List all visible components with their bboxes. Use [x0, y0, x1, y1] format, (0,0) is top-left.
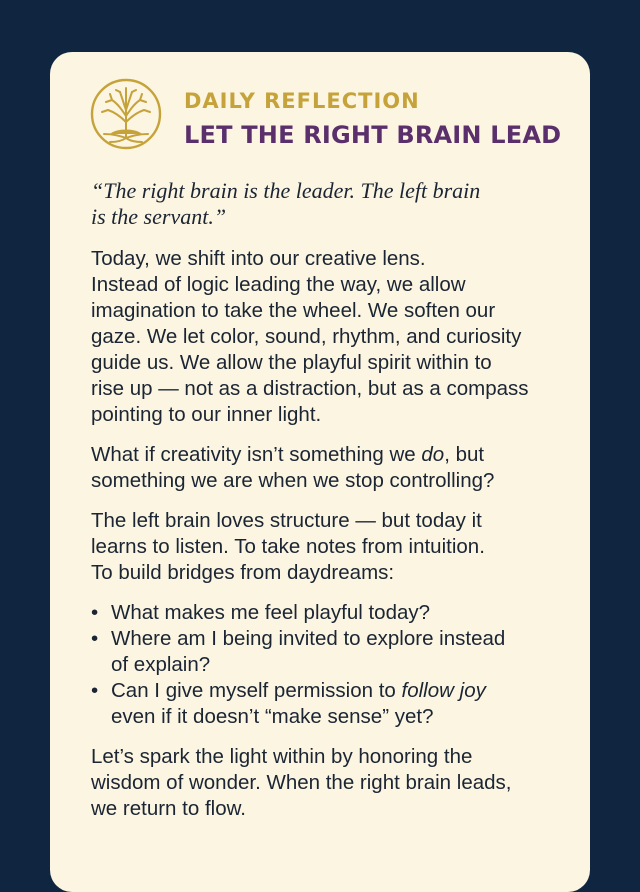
- text-line: wisdom of wonder. When the right brain leads,: [91, 771, 512, 794]
- text-line: Today, we shift into our creative lens.: [91, 247, 426, 270]
- text-segment: What if creativity isn’t something we: [91, 443, 422, 466]
- paragraph-question: [91, 442, 577, 494]
- bullet-icon: •: [91, 601, 99, 624]
- quote-line: “The right brain is the leader. The left brain: [91, 178, 481, 203]
- tree-of-life-icon: [90, 78, 162, 150]
- reflection-questions-list: [91, 600, 577, 730]
- list-item: [91, 678, 577, 730]
- quote-line: is the servant.”: [91, 204, 227, 229]
- text-line: [91, 442, 577, 468]
- text-line: something we are when we stop controlling?: [91, 469, 495, 492]
- eyebrow-label: DAILY REFLECTION: [184, 89, 420, 113]
- text-line: imagination to take the wheel. We soften our: [91, 299, 496, 322]
- text-line: of explain?: [111, 653, 211, 676]
- text-line: we return to flow.: [91, 797, 246, 820]
- text-line: The left brain loves structure — but today it: [91, 509, 482, 532]
- text-line: even if it doesn’t “make sense” yet?: [111, 705, 434, 728]
- text-line: Where am I being invited to explore instead: [111, 627, 506, 650]
- bullet-icon: •: [91, 627, 99, 650]
- paragraph-closing: [91, 744, 577, 822]
- paragraph-left-brain: [91, 508, 577, 586]
- list-item: [91, 600, 577, 626]
- text-line: Let’s spark the light within by honoring the: [91, 745, 473, 768]
- text-line: To build bridges from daydreams:: [91, 561, 395, 584]
- text-line: learns to listen. To take notes from intuition.: [91, 535, 485, 558]
- reflection-body: [91, 178, 577, 836]
- reflection-card: [50, 52, 590, 892]
- bullet-icon: •: [91, 679, 99, 702]
- text-line: What makes me feel playful today?: [111, 601, 431, 624]
- text-line: rise up — not as a distraction, but as a compass: [91, 377, 529, 400]
- text-line: pointing to our inner light.: [91, 403, 322, 426]
- text-line: guide us. We allow the playful spirit within to: [91, 351, 492, 374]
- text-line: [111, 678, 577, 704]
- page-title: LET THE RIGHT BRAIN LEAD: [184, 121, 562, 149]
- list-item: [91, 626, 577, 678]
- paragraph-intro: [91, 246, 577, 428]
- opening-quote: [91, 178, 577, 230]
- text-line: Instead of logic leading the way, we allow: [91, 273, 466, 296]
- text-line: gaze. We let color, sound, rhythm, and curiosity: [91, 325, 522, 348]
- text-segment: Can I give myself permission to: [111, 679, 402, 702]
- emphasis-text: follow joy: [401, 679, 486, 702]
- text-segment: , but: [444, 443, 485, 466]
- emphasis-text: do: [421, 443, 445, 466]
